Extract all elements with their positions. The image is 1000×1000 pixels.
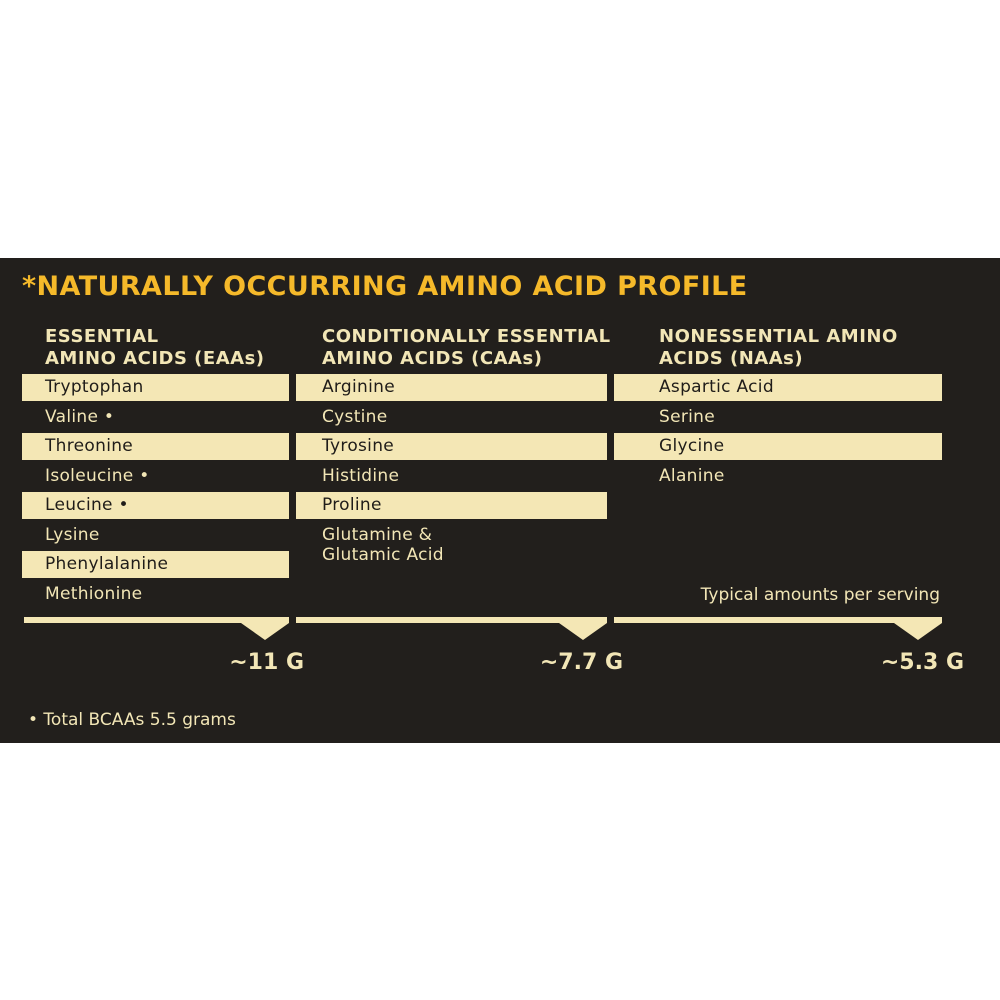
list-item: Threonine bbox=[22, 433, 289, 460]
divider-nonessential bbox=[614, 617, 942, 623]
list-item: Cystine bbox=[322, 407, 388, 427]
list-item: Leucine • bbox=[22, 492, 289, 519]
column-heading-line: ACIDS (NAAs) bbox=[659, 348, 804, 369]
list-item: Tryptophan bbox=[22, 374, 289, 401]
list-item: Valine • bbox=[45, 407, 115, 427]
list-item: Arginine bbox=[296, 374, 607, 401]
amount-conditionally-essential: ~7.7 G bbox=[539, 650, 623, 675]
column-heading-conditionally-essential bbox=[322, 326, 611, 370]
list-item-line: Glutamine & bbox=[322, 525, 433, 545]
list-item: Methionine bbox=[45, 584, 143, 604]
list-item-line: Glutamic Acid bbox=[322, 545, 444, 565]
list-item: Aspartic Acid bbox=[614, 374, 942, 401]
list-item: Phenylalanine bbox=[22, 551, 289, 578]
amount-essential: ~11 G bbox=[229, 650, 304, 675]
list-item: Isoleucine • bbox=[45, 466, 150, 486]
column-heading-line: AMINO ACIDS (EAAs) bbox=[45, 348, 265, 369]
list-item: Serine bbox=[659, 407, 715, 427]
column-heading-line: NONESSENTIAL AMINO bbox=[659, 326, 898, 347]
column-heading-nonessential bbox=[659, 326, 898, 370]
list-item: Alanine bbox=[659, 466, 725, 486]
page-title: *NATURALLY OCCURRING AMINO ACID PROFILE bbox=[22, 271, 748, 302]
typical-amounts-note: Typical amounts per serving bbox=[700, 585, 940, 605]
amount-nonessential: ~5.3 G bbox=[880, 650, 964, 675]
column-heading-line: CONDITIONALLY ESSENTIAL bbox=[322, 326, 611, 347]
list-item bbox=[296, 523, 607, 567]
list-item: Lysine bbox=[45, 525, 100, 545]
pointer-triangle-icon bbox=[559, 623, 607, 640]
column-heading-line: AMINO ACIDS (CAAs) bbox=[322, 348, 543, 369]
list-item: Tyrosine bbox=[296, 433, 607, 460]
list-item: Glycine bbox=[614, 433, 942, 460]
pointer-triangle-icon bbox=[894, 623, 942, 640]
list-item: Proline bbox=[296, 492, 607, 519]
pointer-triangle-icon bbox=[241, 623, 289, 640]
column-heading-essential bbox=[45, 326, 265, 370]
bcaa-footnote: • Total BCAAs 5.5 grams bbox=[28, 710, 236, 730]
list-item: Histidine bbox=[322, 466, 400, 486]
column-heading-line: ESSENTIAL bbox=[45, 326, 159, 347]
